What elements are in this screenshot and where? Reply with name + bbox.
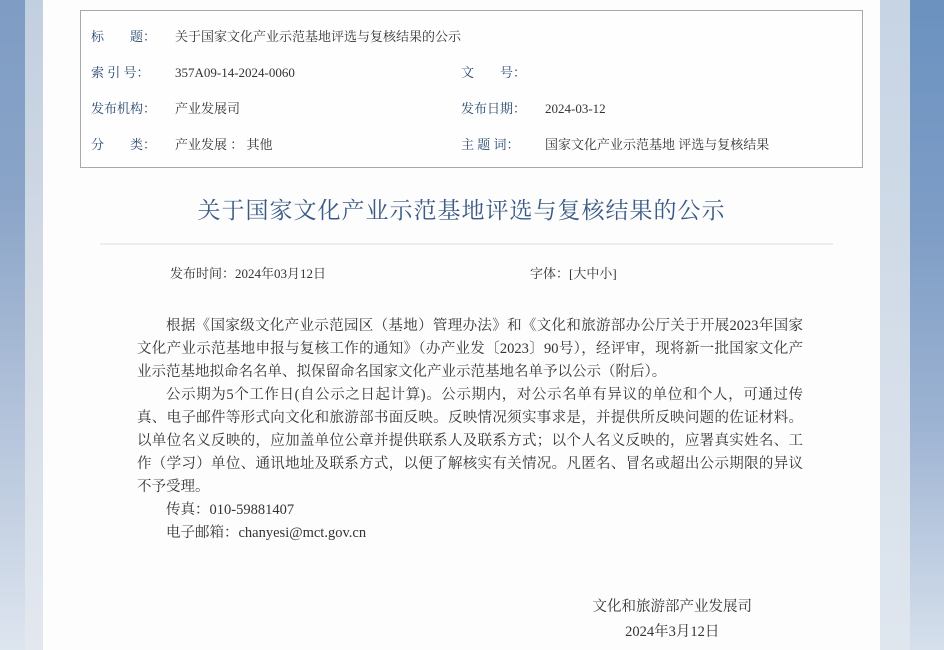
meta-keywords-cell — [451, 134, 862, 153]
right-light-border — [880, 0, 910, 650]
meta-pubdate-label: 发布日期： — [461, 100, 527, 116]
meta-category-value: 产业发展 ： 其他 — [175, 136, 273, 152]
page-title: 关于国家文化产业示范基地评选与复核结果的公示 — [197, 198, 726, 223]
font-size-large-link[interactable]: 大 — [573, 266, 587, 281]
signature-org: 文化和旅游部产业发展司 — [592, 599, 752, 615]
meta-category-label: 分 类： — [91, 136, 157, 152]
font-size-control — [530, 263, 617, 282]
meta-title-value: 关于国家文化产业示范基地评选与复核结果的公示 — [175, 28, 462, 44]
meta-row-title — [81, 18, 862, 52]
meta-row-category — [81, 126, 862, 160]
publish-time-value: 2024年03月12日 — [235, 266, 327, 281]
meta-index-cell — [81, 62, 451, 81]
meta-docno-label: 文 号： — [461, 64, 527, 80]
signature-date: 2024年3月12日 — [625, 624, 720, 640]
meta-index-value: 357A09-14-2024-0060 — [175, 64, 295, 80]
document-meta-table — [80, 10, 863, 168]
fax-line: 传真：010-59881407 — [166, 502, 295, 518]
meta-docno-cell — [451, 62, 862, 81]
article-paragraph: 公示期为5个工作日(自公示之日起计算)。公示期内，对公示名单有异议的单位和个人，可通过传真、电子邮件等形式向文化和旅游部书面反映。反映情况须实事求是，并提供所反映问题的佐证材料。以单位名义反映的，应加盖单位公章并提供联系人及联系方式；以个人名义反映的，应署真实姓名、工作（学习）单位、通讯地址及联系方式，以便了解核实有关情况。凡匿名、冒名或超出公示期限的异议不予受理。 — [137, 387, 803, 495]
meta-keywords-value: 国家文化产业示范基地 评选与复核结果 — [545, 136, 770, 152]
title-divider — [100, 243, 833, 245]
document-page — [43, 0, 880, 650]
meta-agency-value: 产业发展司 — [175, 100, 241, 116]
meta-pubdate-value: 2024-03-12 — [545, 100, 606, 116]
publish-time-label: 发布时间： — [170, 266, 236, 281]
article-paragraph: 根据《国家级文化产业示范园区（基地）管理办法》和《文化和旅游部办公厅关于开展2023年国家文化产业示范基地申报与复核工作的通知》（办产业发〔2023〕90号），经评审，现将新一批国家文化产业示范基地拟命名名单、拟保留命名国家文化产业示范基地名单予以公示（附后）。 — [137, 318, 803, 380]
meta-index-label: 索 引 号： — [91, 64, 150, 80]
meta-keywords-label: 主 题 词： — [461, 136, 520, 152]
right-blue-border — [910, 0, 944, 650]
font-size-label: 字体： — [530, 266, 570, 281]
signature-block — [593, 595, 753, 645]
meta-agency-label: 发布机构： — [91, 100, 157, 116]
left-blue-border — [0, 0, 25, 650]
meta-title-cell — [81, 26, 461, 45]
meta-row-agency — [81, 90, 862, 124]
email-line: 电子邮箱：chanyesi@mct.gov.cn — [166, 525, 367, 541]
meta-row-index — [81, 54, 862, 88]
meta-category-cell — [81, 134, 451, 153]
meta-pubdate-cell — [451, 98, 862, 117]
meta-agency-cell — [81, 98, 451, 117]
font-size-bracket-open: [ — [569, 266, 574, 281]
publish-time — [170, 263, 326, 282]
font-size-small-link[interactable]: 小 — [599, 266, 613, 281]
left-light-border — [25, 0, 43, 650]
font-size-bracket-close: ] — [612, 266, 617, 281]
font-size-medium-link[interactable]: 中 — [586, 266, 600, 281]
meta-title-label: 标 题： — [91, 28, 157, 44]
article-body — [137, 315, 803, 545]
